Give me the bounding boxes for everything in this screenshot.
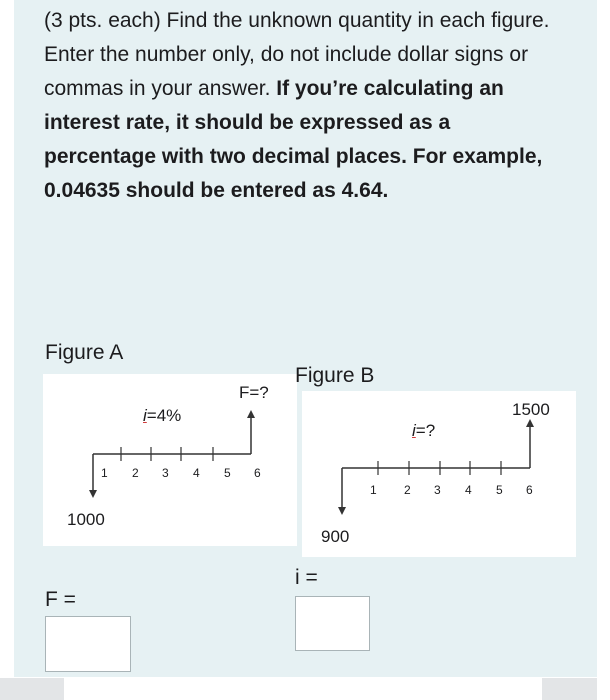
figure-b-period-2: 2 xyxy=(404,483,411,497)
figure-a-present-label: 1000 xyxy=(67,510,105,529)
figure-b-title: Figure B xyxy=(295,364,375,387)
figure-a-period-6: 6 xyxy=(254,466,261,480)
figure-a-title: Figure A xyxy=(45,341,124,364)
figure-a-period-3: 3 xyxy=(162,466,169,480)
figure-a-rate-value: =4% xyxy=(146,406,182,425)
question-card xyxy=(14,0,597,677)
figure-a-period-4: 4 xyxy=(193,466,200,480)
figure-a-answer-input[interactable] xyxy=(45,616,131,672)
question-intro: (3 pts. each) Find the unknown quantity in each figure. Enter the number only, do not include dollar signs or commas in your answer. xyxy=(44,9,550,100)
figure-b-period-1: 1 xyxy=(370,483,377,497)
figure-a-future-label: F=? xyxy=(239,383,269,402)
figure-b-period-3: 3 xyxy=(434,483,441,497)
figure-a-period-2: 2 xyxy=(132,466,139,480)
figure-b-rate-symbol: i xyxy=(412,421,416,440)
figure-b-diagram xyxy=(302,391,576,557)
figure-a-rate xyxy=(143,406,181,426)
figure-b-period-5: 5 xyxy=(496,483,503,497)
figure-b-future-arrowhead xyxy=(526,419,534,427)
figure-a-period-1: 1 xyxy=(101,466,108,480)
figure-b-answer-label: i = xyxy=(295,566,318,589)
figure-b-rate xyxy=(412,421,435,441)
bottom-nav-right[interactable] xyxy=(542,678,597,700)
figure-b-present-arrowhead xyxy=(338,507,346,515)
figure-a-present-arrowhead xyxy=(89,490,97,498)
figure-a-future-arrowhead xyxy=(247,410,255,418)
question-instruction: If you’re calculating an interest rate, it should be expressed as a percentage with two decimal places. For example, 0.04635 should be entered as 4.64. xyxy=(44,77,543,202)
figure-a-period-5: 5 xyxy=(224,466,231,480)
bottom-nav-left[interactable] xyxy=(0,678,64,700)
figure-a-diagram xyxy=(43,374,297,546)
figure-b-period-6: 6 xyxy=(526,483,533,497)
question-text xyxy=(44,4,564,208)
figure-b-period-4: 4 xyxy=(465,483,472,497)
figure-b-answer-input[interactable] xyxy=(295,596,370,651)
figure-a-rate-symbol: i xyxy=(143,406,147,425)
figure-b-rate-value: =? xyxy=(415,421,436,440)
figure-b-future-label: 1500 xyxy=(512,400,550,419)
figure-b-present-label: 900 xyxy=(321,527,350,546)
figure-a-answer-label: F = xyxy=(45,588,76,611)
